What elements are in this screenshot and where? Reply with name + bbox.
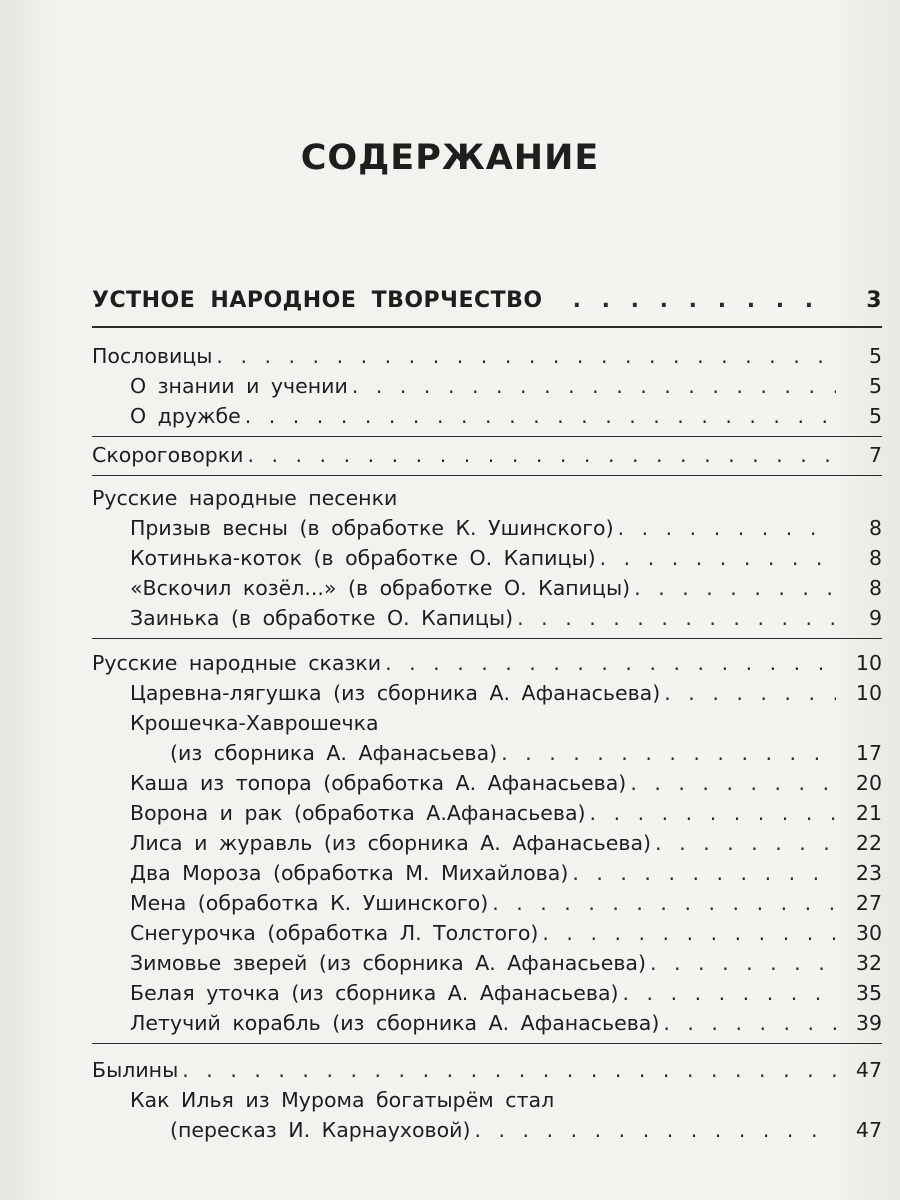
toc-entry-label: О дружбе [130,404,241,428]
toc-entry-label: Котинька-коток (в обработке О. Капицы) [130,546,596,570]
toc-page-number: 47 [855,1058,882,1082]
toc-leader-dots [590,801,836,825]
toc-entry [92,681,882,711]
toc-page-number: 10 [855,651,882,675]
toc-leader-dots [474,1118,836,1142]
toc-page-number: 39 [855,1011,882,1035]
toc-entry [92,651,882,681]
toc-leader-dots [352,374,836,398]
toc-group [92,437,882,473]
toc-entry-label: Царевна-лягушка (из сборника А. Афанасьева) [130,681,661,705]
toc-page-number: 8 [868,546,882,570]
toc-leader-dots [216,344,836,368]
toc-entry-label: Былины [92,1058,179,1082]
toc-entry [92,1088,882,1118]
toc-leader-dots [600,546,836,570]
toc-entry-label: О знании и учении [130,374,348,398]
toc-section-heading [92,288,882,324]
toc-entry [92,831,882,861]
toc-leader-dots [542,921,836,945]
toc-entry [92,951,882,981]
toc-leader-dots [650,951,836,975]
toc-group [92,476,882,636]
toc-entry [92,546,882,576]
toc-entry [92,891,882,921]
toc-leader-dots [182,1058,836,1082]
toc-page-number: 20 [855,771,882,795]
toc-page-number: 23 [855,861,882,885]
toc-leader-dots [618,516,836,540]
toc-page-number: 8 [868,516,882,540]
page-title: СОДЕРЖАНИЕ [300,138,600,178]
toc-leader-dots [634,576,836,600]
toc-section-label: УСТНОЕ НАРОДНОЕ ТВОРЧЕСТВО [92,288,543,313]
toc-leader-dots [517,606,836,630]
toc-entry-label: Русские народные сказки [92,651,382,675]
toc-entry [92,516,882,546]
toc-entry-label: Белая уточка (из сборника А. Афанасьева) [130,981,619,1005]
toc-entry-label: (пересказ И. Карнауховой) [170,1118,471,1142]
toc-entry [92,921,882,951]
toc-page-number: 7 [868,443,882,467]
toc-group [92,639,882,1041]
toc-entry-label: «Вскочил козёл...» (в обработке О. Капицы) [130,576,631,600]
toc-page-number: 17 [855,741,882,765]
toc-page-number: 9 [868,606,882,630]
toc-entry-label: Русские народные песенки [92,486,398,510]
toc-entry [92,606,882,636]
toc-entry [92,1058,882,1088]
toc-groups [92,328,882,1148]
toc-page-number: 47 [855,1118,882,1142]
toc-page-number: 27 [855,891,882,915]
toc-entry-label: Зимовье зверей (из сборника А. Афанасьева) [130,951,646,975]
toc-entry [92,741,882,771]
toc-leader-dots [245,404,836,428]
toc-entry-label: Мена (обработка К. Ушинского) [130,891,489,915]
toc-group [92,328,882,434]
toc-leader-dots [573,288,836,313]
toc-leader-dots [572,861,836,885]
toc-entry [92,443,882,473]
toc-entry [92,771,882,801]
toc-entry [92,711,882,741]
toc-page-number: 10 [855,681,882,705]
toc-leader-dots [630,771,836,795]
toc-entry [92,981,882,1011]
toc-group [92,1044,882,1148]
toc-leader-dots [501,741,836,765]
toc-entry [92,861,882,891]
toc-entry [92,801,882,831]
toc-entry-label: Как Илья из Мурома богатырём стал [130,1088,555,1112]
toc-leader-dots [655,831,836,855]
toc-entry-label: Призыв весны (в обработке К. Ушинского) [130,516,614,540]
toc-entry-label: (из сборника А. Афанасьева) [170,741,498,765]
toc-leader-dots [664,681,836,705]
toc-page-number: 22 [855,831,882,855]
toc-entry [92,404,882,434]
toc-leader-dots [385,651,836,675]
toc-entry-label: Летучий корабль (из сборника А. Афанасьева) [130,1011,660,1035]
toc-entry-label: Снегурочка (обработка Л. Толстого) [130,921,539,945]
toc-entry-label: Скороговорки [92,443,244,467]
toc-entry [92,1118,882,1148]
toc-leader-dots [663,1011,836,1035]
toc-page-number: 3 [866,288,882,313]
table-of-contents [92,288,882,1148]
toc-entry-label: Два Мороза (обработка М. Михайлова) [130,861,569,885]
toc-entry-label: Крошечка-Хаврошечка [130,711,379,735]
toc-entry [92,486,882,516]
toc-entry-label: Лиса и журавль (из сборника А. Афанасьева) [130,831,652,855]
toc-entry-label: Ворона и рак (обработка А.Афанасьева) [130,801,586,825]
toc-entry [92,576,882,606]
toc-page-number: 32 [855,951,882,975]
toc-entry-label: Пословицы [92,344,213,368]
toc-entry [92,344,882,374]
toc-leader-dots [623,981,836,1005]
toc-entry-label: Каша из топора (обработка А. Афанасьева) [130,771,627,795]
toc-page-number: 5 [868,344,882,368]
toc-page-number: 30 [855,921,882,945]
toc-leader-dots [247,443,836,467]
toc-entry [92,1011,882,1041]
toc-page-number: 8 [868,576,882,600]
toc-page-number: 5 [868,374,882,398]
toc-page-number: 21 [855,801,882,825]
toc-page-number: 5 [868,404,882,428]
toc-page-number: 35 [855,981,882,1005]
toc-leader-dots [492,891,836,915]
toc-entry [92,374,882,404]
toc-entry-label: Заинька (в обработке О. Капицы) [130,606,514,630]
